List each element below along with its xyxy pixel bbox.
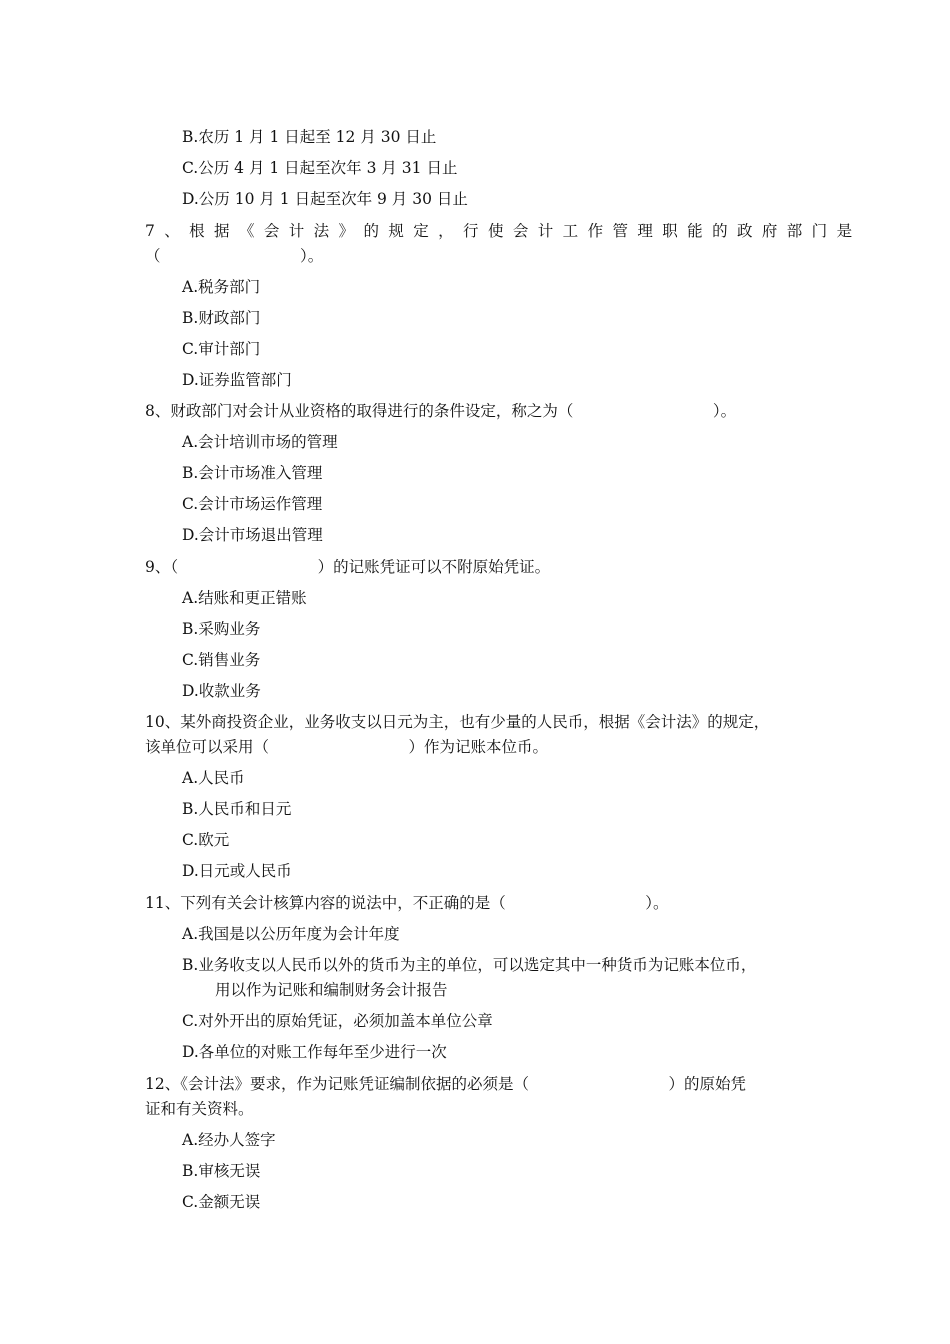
option-line: A.会计培训市场的管理 [182,433,338,451]
option-line: B.财政部门 [182,309,261,327]
question-line: 7、根据《会计法》的规定，行使会计工作管理职能的政府部门是 [145,222,862,240]
option-line: A.经办人签字 [182,1131,276,1149]
option-line: D.各单位的对账工作每年至少进行一次 [182,1043,447,1061]
option-line: A.结账和更正错账 [182,589,307,607]
option-line: B.人民币和日元 [182,800,292,818]
option-line: B.业务收支以人民币以外的货币为主的单位，可以选定其中一种货币为记账本位币， [182,956,757,974]
question-line: 8、财政部门对会计从业资格的取得进行的条件设定，称之为（ ）。 [145,402,737,420]
option-line: C.欧元 [182,831,230,849]
option-line: B.审核无误 [182,1162,261,1180]
option-line: D.日元或人民币 [182,862,292,880]
option-line: C.会计市场运作管理 [182,495,323,513]
option-line: C.金额无误 [182,1193,261,1211]
option-line: D.公历 10 月 1 日起至次年 9 月 30 日止 [182,190,468,208]
option-line: C.审计部门 [182,340,261,358]
question-line: （ ）。 [145,247,324,265]
question-line: 11、下列有关会计核算内容的说法中，不正确的是（ ）。 [145,894,669,912]
option-line: A.人民币 [182,769,245,787]
option-continuation-line: 用以作为记账和编制财务会计报告 [215,981,448,999]
question-line: 该单位可以采用（ ）作为记账本位币。 [145,738,549,756]
option-line: A.税务部门 [182,278,261,296]
option-line: B.采购业务 [182,620,261,638]
option-line: B.会计市场准入管理 [182,464,323,482]
option-line: D.会计市场退出管理 [182,526,323,544]
option-line: A.我国是以公历年度为会计年度 [182,925,400,943]
option-line: D.收款业务 [182,682,261,700]
question-line: 12、《会计法》要求，作为记账凭证编制依据的必须是（ ）的原始凭 [145,1075,746,1093]
question-line: 证和有关资料。 [145,1100,254,1118]
option-line: C.公历 4 月 1 日起至次年 3 月 31 日止 [182,159,458,177]
option-line: C.对外开出的原始凭证，必须加盖本单位公章 [182,1012,493,1030]
question-line: 9、（ ）的记账凭证可以不附原始凭证。 [145,558,551,576]
option-line: D.证券监管部门 [182,371,292,389]
question-line: 10、某外商投资企业，业务收支以日元为主，也有少量的人民币，根据《会计法》的规定， [145,713,770,731]
option-line: B.农历 1 月 1 日起至 12 月 30 日止 [182,128,437,146]
option-line: C.销售业务 [182,651,261,669]
